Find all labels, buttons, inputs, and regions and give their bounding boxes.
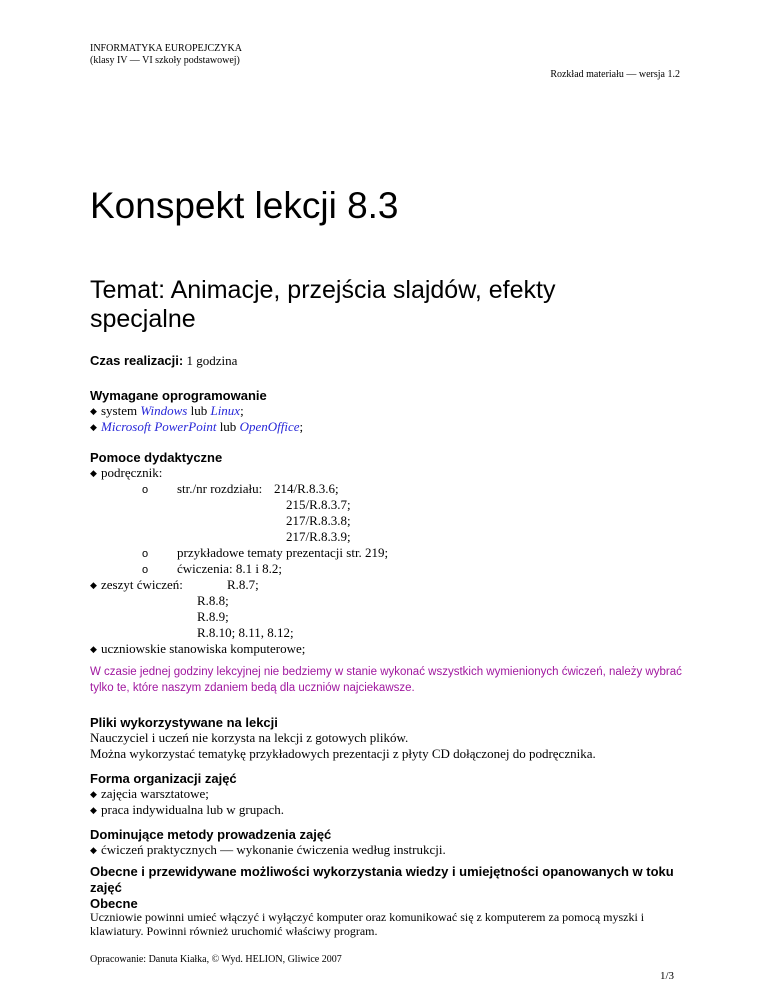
aids-str-value-4: 217/R.8.3.9; — [286, 529, 351, 544]
aids-sub3: ćwiczenia: 8.1 i 8.2; — [177, 561, 283, 576]
forma-heading: Forma organizacji zajęć — [90, 771, 237, 786]
aids-heading: Pomoce dydaktyczne — [90, 450, 223, 465]
diamond-bullet-icon: ◆ — [90, 422, 97, 432]
obecne-heading: Obecne — [90, 896, 138, 911]
diamond-bullet-icon: ◆ — [90, 805, 97, 815]
files-line-2: Można wykorzystać tematykę przykładowych prezentacji z płyty CD dołączonej do podręcznika. — [90, 746, 596, 761]
page-number: 1/3 — [659, 970, 674, 982]
aids-zeszyt-value-3: R.8.9; — [197, 609, 229, 624]
aids-sub2: przykładowe tematy prezentacji str. 219; — [177, 545, 389, 560]
aids-str-value-2: 215/R.8.3.7; — [286, 497, 351, 512]
aids-str-value-1: 214/R.8.3.6; — [274, 481, 339, 496]
aids-zeszyt: ◆ zeszyt ćwiczeń: — [90, 577, 183, 592]
link-windows[interactable]: Windows — [140, 403, 188, 418]
software-item-2: ◆ Microsoft PowerPoint lub OpenOffice; — [90, 419, 304, 434]
diamond-bullet-icon: ◆ — [90, 406, 97, 416]
link-linux[interactable]: Linux — [210, 403, 241, 418]
czas-realizacji — [90, 353, 237, 369]
files-heading: Pliki wykorzystywane na lekcji — [90, 715, 278, 730]
circle-bullet-icon: o — [142, 548, 149, 560]
header-version: Rozkład materiału — wersja 1.2 — [550, 69, 680, 80]
link-openoffice[interactable]: OpenOffice — [239, 419, 300, 434]
teacher-note: W czasie jednej godziny lekcyjnej nie bedziemy w stanie wykonać wszystkich wymienionych ćwiczeń, należy wybrać tylko te, które naszym zdaniem bedą dla uczniów najciekawsze. — [90, 666, 682, 694]
aids-zeszyt-value-1: R.8.7; — [227, 577, 259, 592]
header-subtitle: (klasy IV — VI szkoły podstawowej) — [90, 55, 240, 66]
circle-bullet-icon: o — [142, 564, 149, 576]
aids-sub3-bullet — [142, 561, 148, 577]
mozliwosci-heading: Obecne i przewidywane możliwości wykorzystania wiedzy i umiejętności opanowanych w toku zajęć — [90, 864, 674, 895]
czas-label: Czas realizacji: — [90, 353, 184, 368]
diamond-bullet-icon: ◆ — [90, 468, 97, 478]
aids-zeszyt-value-4: R.8.10; 8.11, 8.12; — [197, 625, 294, 640]
footer-credit: Opracowanie: Danuta Kiałka, © Wyd. HELION, Gliwice 2007 — [90, 954, 342, 965]
files-line-1: Nauczyciel i uczeń nie korzysta na lekcji z gotowych plików. — [90, 730, 409, 745]
metody-item-1: ◆ ćwiczeń praktycznych — wykonanie ćwiczenia według instrukcji. — [90, 842, 446, 857]
circle-bullet-icon: o — [142, 484, 149, 496]
topic-title: Temat: Animacje, przejścia slajdów, efekty specjalne — [90, 276, 556, 333]
obecne-text: Uczniowie powinni umieć włączyć i wyłączyć komputer oraz komunikować się z komputerem za pomocą myszki i klawiatury. Powinni również uruchomić właściwy program. — [90, 910, 645, 938]
diamond-bullet-icon: ◆ — [90, 845, 97, 855]
link-powerpoint[interactable]: Microsoft PowerPoint — [101, 419, 217, 434]
forma-item-1: ◆ zajęcia warsztatowe; — [90, 786, 209, 801]
software-heading: Wymagane oprogramowanie — [90, 388, 267, 403]
software-item-1: ◆ system Windows lub Linux; — [90, 403, 244, 418]
header-title: INFORMATYKA EUROPEJCZYKA — [90, 43, 242, 54]
aids-str-label: str./nr rozdziału: — [177, 481, 263, 496]
aids-sub2-bullet — [142, 545, 148, 561]
aids-podrecznik: ◆ podręcznik: — [90, 465, 163, 480]
diamond-bullet-icon: ◆ — [90, 644, 97, 654]
forma-item-2: ◆ praca indywidualna lub w grupach. — [90, 802, 285, 817]
diamond-bullet-icon: ◆ — [90, 580, 97, 590]
aids-str-bullet — [142, 481, 148, 497]
aids-str-value-3: 217/R.8.3.8; — [286, 513, 351, 528]
aids-zeszyt-value-2: R.8.8; — [197, 593, 229, 608]
metody-heading: Dominujące metody prowadzenia zajęć — [90, 827, 332, 842]
aids-stanowiska: ◆ uczniowskie stanowiska komputerowe; — [90, 641, 306, 656]
diamond-bullet-icon: ◆ — [90, 789, 97, 799]
czas-value: 1 godzina — [186, 353, 238, 368]
page-title: Konspekt lekcji 8.3 — [90, 185, 399, 226]
